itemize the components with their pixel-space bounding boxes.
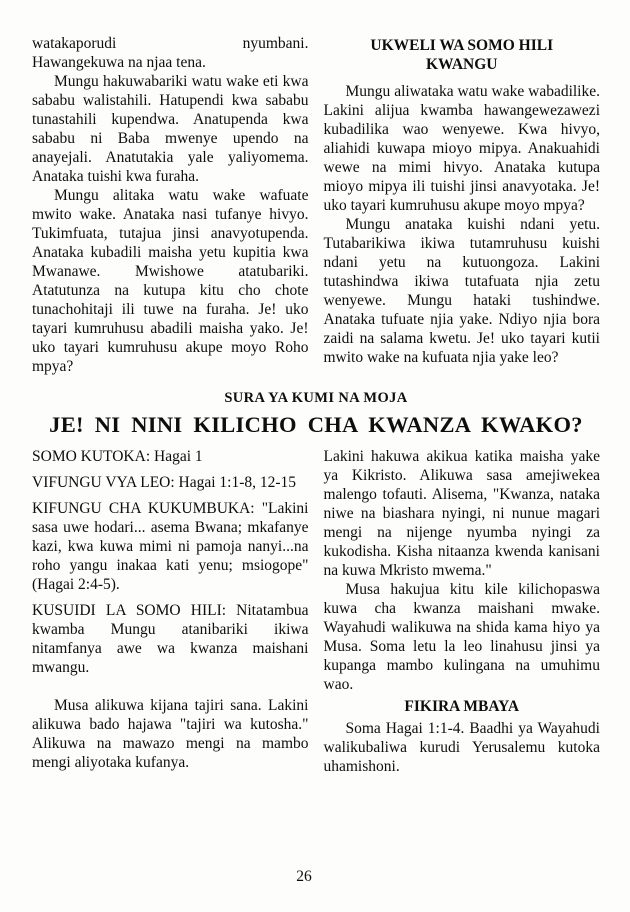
lesson-reference: SOMO KUTOKA: Hagai 1 [32,448,203,465]
paragraph: Mungu alitaka watu wake wafuate mwito wake. Anataka nasi tufanye hivyo. Tukimfuata, tutajua jinsi anavyotupenda. Anataka kubadili maisha yetu kupitia kwa Mwanawe. Mwishowe atatubariki. Atatutunza na kutupa kitu cho chote tunachohitaji ili tuwe na furaha. Je! uko tayari kumruhusu abadili maisha yako. Je! uko tayari kumruhusu akupe moyo Roho mpya? [32,187,309,375]
paragraph: Soma Hagai 1:1-4. Baadhi ya Wayahudi walikubaliwa kurudi Yerusalemu kutoka uhamishoni. [323,720,600,775]
subsection-heading: FIKIRA MBAYA [404,698,520,715]
top-section [32,34,600,376]
bottom-section [32,447,600,776]
paragraph: Lakini hakuwa akikua katika maisha yake ya Kikristo. Alikuwa sasa amejiwekea malengo tofauti. Alisema, "Kwanza, nataka niwe na biashara nyingi, ni nunue magari mengi na nijenge nyumba nyingi za kukodisha. Kisha nitaanza kwenda kanisani na kuwa Mkristo mwema." [323,448,600,579]
chapter-title: JE! NI NINI KILICHO CHA KWANZA KWAKO? [49,412,583,437]
section-heading [324,36,601,74]
section-heading-line1: UKWELI WA SOMO HILI [370,37,554,54]
memory-verse: KIFUNGU CHA KUKUMBUKA: "Lakini sasa uwe hodari... asema Bwana; mkafanye kazi, kwa kuwa mimi ni pamoja nanyi...na roho yangu inakaa kati yenu; msiogope" (Hagai 2:4-5). [32,500,309,593]
paragraph: Mungu anataka kuishi ndani yetu. Tutabarikiwa ikiwa tutamruhusu kuishi ndani yetu na kutuongoza. Lakini tutashindwa ikiwa tutafuata njia zetu wenyewe. Mungu hataki tushindwe. Anataka tufuate njia yake. Ndiyo njia bora zaidi na salama kwetu. Je! uko tayari kutii mwito wake na kufuata njia yake leo? [323,216,600,366]
chapter-kicker: SURA YA KUMI NA MOJA [224,390,408,406]
paragraph: Musa hakujua kitu kile kilichopaswa kuwa cha kwanza maishani mwake. Wayahudi walikuwa na shida kama hiyo ya Musa. Soma letu la leo linahusu jinsi ya kupanga mambo kulingana na umuhimu wao. [323,581,600,693]
paragraph: Musa alikuwa kijana tajiri sana. Lakini alikuwa bado hajawa "tajiri wa kutosha." Alikuwa na mawazo mengi na mambo mengi aliyotaka kufanya. [32,697,309,771]
top-left-column [32,34,309,376]
chapter-heading-block [32,390,600,438]
carryover-rest: Hawangekuwa na njaa tena. [32,54,206,71]
bottom-right-column [324,447,601,776]
top-right-column [324,34,601,376]
today-verses: VIFUNGU VYA LEO: Hagai 1:1-8, 12-15 [32,474,297,491]
paragraph: Mungu hakuwabariki watu wake eti kwa sababu walistahili. Hatupendi kwa sababu tunastahili kupendwa. Anatupenda kwa sababu ni Baba mwenye upendo na anayejali. Anatutakia yale yaliyomema. Anataka tuishi kwa furaha. [32,73,309,185]
section-heading-line2: KWANGU [426,56,498,73]
page-number: 26 [296,868,312,885]
carryover-line: watakaporudi nyumbani. [32,35,309,52]
paragraph: Mungu aliwataka watu wake wabadilike. Lakini alijua kwamba hawangewezawezi kubadilika wao wenyewe. Kwa hivyo, aliahidi kuwapa mioyo mipya. Anakuahidi wewe na mimi hivyo. Anataka kutupa mioyo mipya ili tuishi jinsi anavyotaka. Je! uko tayari kumruhusu akupe moyo mpya? [323,83,600,214]
lesson-aim: KUSUIDI LA SOMO HILI: Nitatambua kwamba Mungu atanibariki ikiwa nitamfanya awe wa kwanza maishani mwangu. [32,602,309,676]
bottom-left-column [32,447,309,776]
